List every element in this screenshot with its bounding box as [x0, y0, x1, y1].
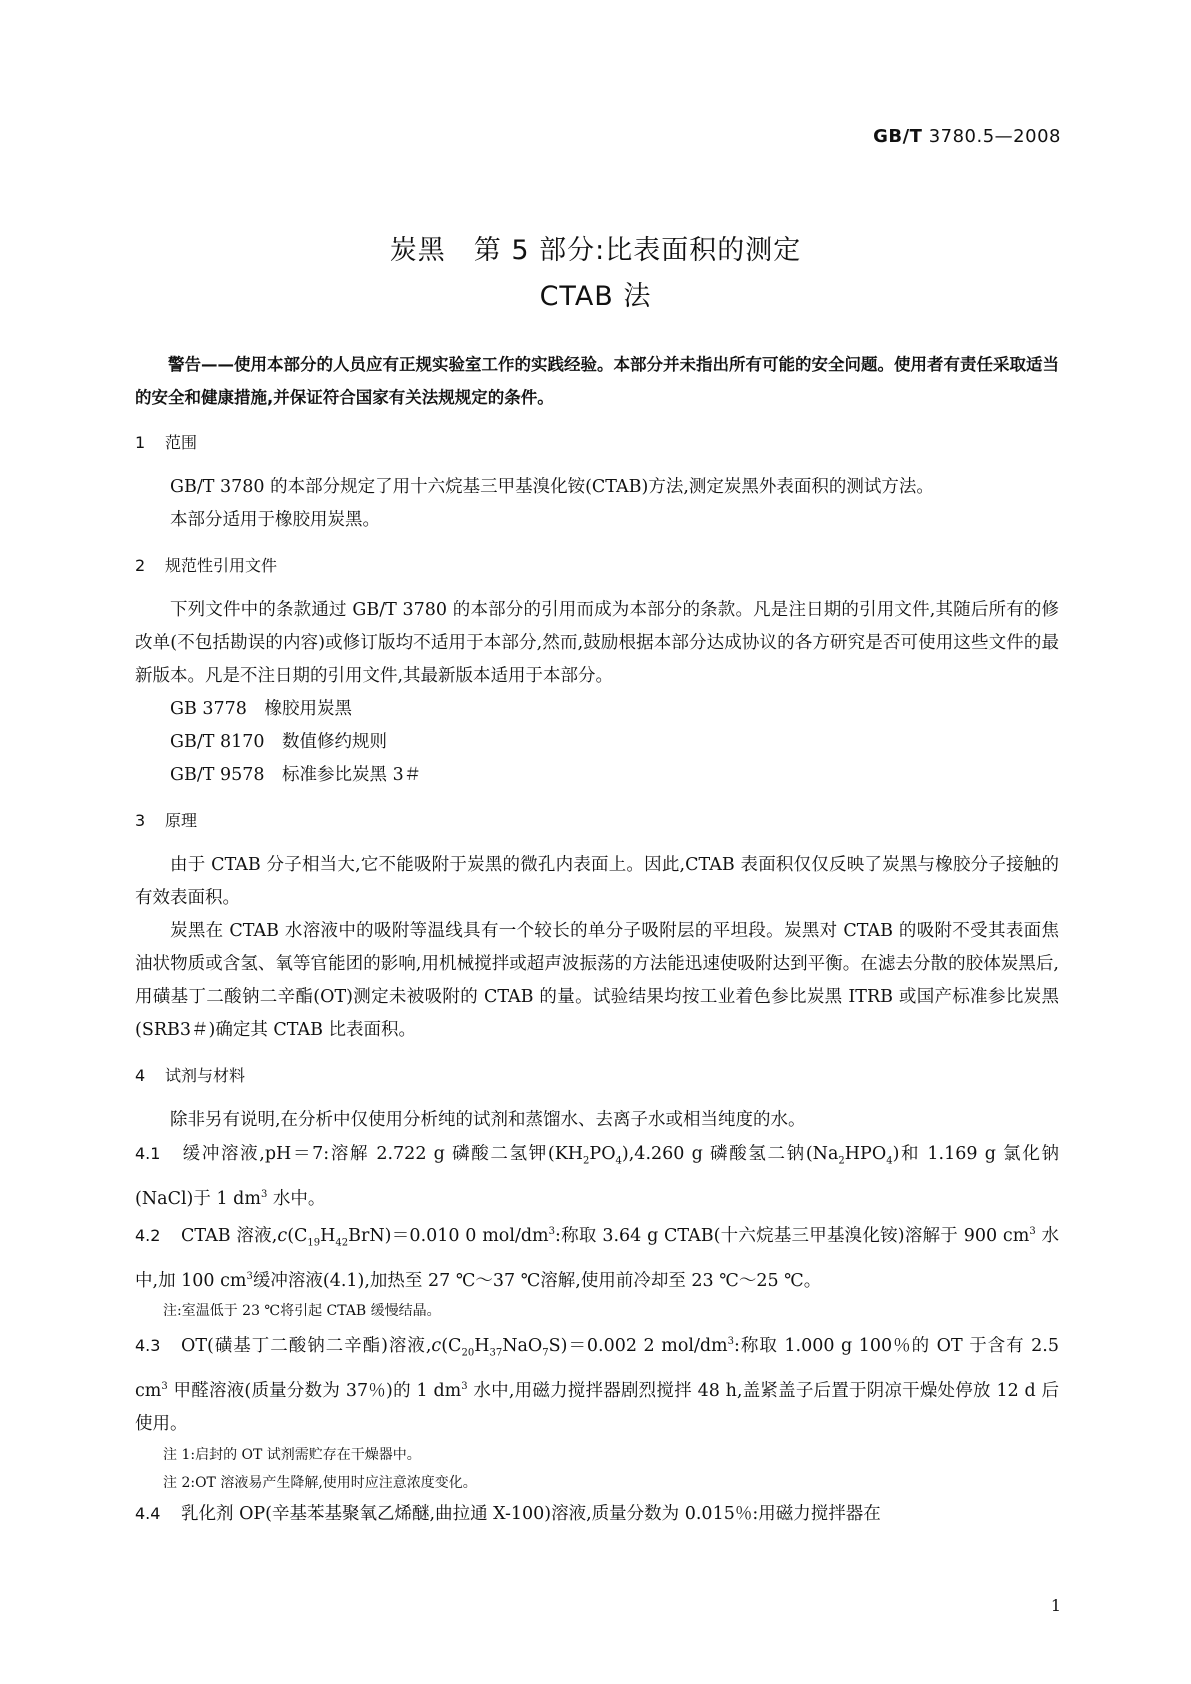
section-heading-3: 3 原理 — [135, 811, 198, 830]
note: 注 2:OT 溶液易产生降解,使用时应注意浓度变化。 — [163, 1474, 477, 1491]
standard-prefix: GB/T — [873, 126, 923, 147]
document-subtitle: CTAB 法 — [539, 281, 652, 312]
reference-item: GB 3778 橡胶用炭黑 — [170, 699, 352, 719]
reference-item: GB/T 9578 标准参比炭黑 3＃ — [170, 765, 422, 785]
note: 注:室温低于 23 ℃将引起 CTAB 缓慢结晶。 — [163, 1303, 441, 1320]
paragraph: GB/T 3780 的本部分规定了用十六烷基三甲基溴化铵(CTAB)方法,测定炭黑外表面积的测试方法。 — [170, 477, 934, 497]
note: 注 1:启封的 OT 试剂需贮存在干燥器中。 — [163, 1446, 421, 1463]
clause-4-1: 4.1 缓冲溶液,pH＝7:溶解 2.722 g 磷酸二氢钾$(KH_2PO_4),4.260$ g 磷酸氢二钠$(Na_2HPO_4)$和 1.169 g 氯化钠(NaCl)于 1 $dm^3$ 水中。 — [135, 1144, 1059, 1209]
paragraph: 下列文件中的条款通过 GB/T 3780 的本部分的引用而成为本部分的条款。凡是注日期的引用文件,其随后所有的修改单(不包括勘误的内容)或修订版均不适用于本部分,然而,鼓励根据本部分达成协议的各方研究是否可使用这些文件的最新版本。凡是不注日期的引用文件,其最新版本适用于本部分。 — [135, 600, 1059, 686]
paragraph: 本部分适用于橡胶用炭黑。 — [170, 510, 380, 530]
paragraph: 由于 CTAB 分子相当大,它不能吸附于炭黑的微孔内表面上。因此,CTAB 表面积仅仅反映了炭黑与橡胶分子接触的有效表面积。 — [135, 855, 1059, 908]
section-heading-4: 4 试剂与材料 — [135, 1066, 246, 1085]
document-title: 炭黑 第 5 部分:比表面积的测定 — [389, 235, 802, 266]
standard-number: 3780.5—2008 — [928, 126, 1061, 147]
clause-4-2: 4.2 CTAB 溶液$,c(C_{19}H_{42}BrN)=0.010$ 0 mol/$dm^3$:称取 3.64 g CTAB(十六烷基三甲基溴化铵)溶解于 900 $cm^3$ 水中,加 100 $cm^3$缓冲溶液(4.1),加热至 27 ℃～37 ℃溶解,使用前冷却至 23 ℃～25 ℃。 — [135, 1226, 1059, 1291]
section-heading-2: 2 规范性引用文件 — [135, 556, 278, 575]
reference-item: GB/T 8170 数值修约规则 — [170, 732, 388, 752]
page-number: 1 — [1050, 1596, 1061, 1615]
warning-paragraph: 警告——使用本部分的人员应有正规实验室工作的实践经验。本部分并未指出所有可能的安全问题。使用者有责任采取适当的安全和健康措施,并保证符合国家有关法规规定的条件。 — [135, 355, 1059, 407]
paragraph: 炭黑在 CTAB 水溶液中的吸附等温线具有一个较长的单分子吸附层的平坦段。炭黑对 CTAB 的吸附不受其表面焦油状物质或含氢、氧等官能团的影响,用机械搅拌或超声波振荡的方法能迅速使吸附达到平衡。在滤去分散的胶体炭黑后,用磺基丁二酸钠二辛酯(OT)测定未被吸附的 CTAB 的量。试验结果均按工业着色参比炭黑 ITRB 或国产标准参比炭黑(SRB3＃)确定其 CTAB 比表面积。 — [135, 921, 1059, 1040]
document-body — [135, 348, 1059, 1531]
section-heading-1: 1 范围 — [135, 433, 198, 452]
standard-code — [873, 126, 1061, 147]
paragraph: 除非另有说明,在分析中仅使用分析纯的试剂和蒸馏水、去离子水或相当纯度的水。 — [170, 1110, 806, 1130]
clause-4-4: 4.4 乳化剂 OP(辛基苯基聚氧乙烯醚,曲拉通 X-100)溶液,质量分数为 0.015％:用磁力搅拌器在 — [135, 1503, 881, 1524]
clause-4-3: 4.3 OT(磺基丁二酸钠二辛酯)溶液$,c(C_{20}H_{37}NaO_7S)=0.002$ 2 mol/$dm^3$:称取 1.000 g 100％的 OT 于含有 2.5 $cm^3$ 甲醛溶液(质量分数为 37％)的 1 $dm^3$ 水中,用磁力搅拌器剧烈搅拌 48 h,盖紧盖子后置于阴凉干燥处停放 12 d 后使用。 — [135, 1336, 1060, 1434]
